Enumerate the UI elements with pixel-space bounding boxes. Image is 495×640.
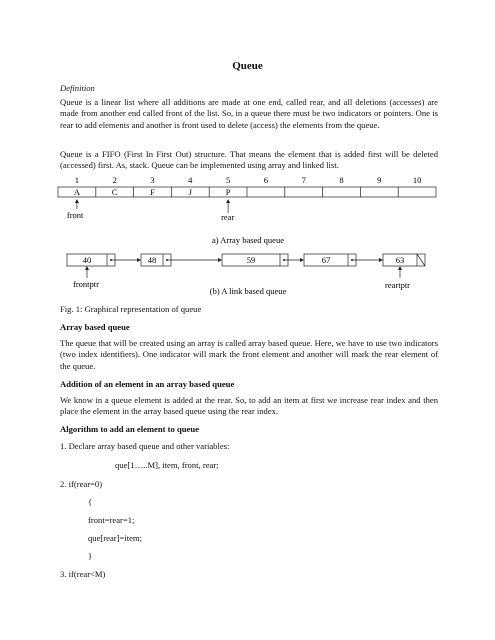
array-index-label: 2 — [112, 175, 117, 185]
array-cell-value: P — [225, 187, 231, 197]
list-node-value: 40 — [82, 255, 92, 265]
linked-queue-diagram — [67, 254, 425, 296]
rear-arrowhead — [226, 199, 230, 203]
array-index-label: 1 — [74, 175, 80, 185]
algo-step-3: 3. if(rear<M) — [60, 569, 106, 579]
definition-paragraph: Queue is a linear list where all additions are made at one end, called rear, and all deletions (accesses) are made from another end called front of the list. So, in a queue there must be two indicators or pointers. One is rear to add elements and another is front used to delete (access) the elements from the queue. — [60, 97, 438, 130]
array-cell-value: A — [73, 187, 80, 197]
figure-caption: Fig. 1: Graphical representation of queue — [60, 304, 202, 314]
next-arrowhead — [300, 258, 304, 262]
list-node-value: 67 — [321, 255, 331, 265]
frontptr-label: frontptr — [73, 279, 99, 289]
array-fig-caption: a) Array based queue — [212, 235, 284, 245]
reartptr-arrowhead — [398, 266, 402, 270]
next-arrowhead — [218, 258, 222, 262]
array-index-label: 10 — [412, 175, 422, 185]
algo-step-1: 1. Declare array based queue and other variables: — [60, 441, 230, 451]
next-arrowhead — [379, 258, 383, 262]
array-index-label: 8 — [339, 175, 344, 185]
list-node-value: 48 — [147, 255, 157, 265]
array-cell-value: J — [188, 187, 192, 197]
array-cell-value: C — [111, 187, 118, 197]
definition-heading: Definition — [60, 83, 95, 93]
null-pointer-slash — [417, 254, 425, 266]
algo-line-front-rear: front=rear=1; — [88, 515, 135, 525]
algo-close-brace: } — [88, 551, 93, 561]
algorithm-heading: Algorithm to add an element to queue — [60, 424, 199, 434]
linked-fig-caption: (b) A link based queue — [209, 286, 287, 296]
front-label: front — [66, 210, 84, 220]
front-arrowhead — [75, 199, 79, 203]
rear-label: rear — [221, 212, 235, 222]
list-node-value: 63 — [395, 255, 405, 265]
algo-step-2: 2. if(rear=0) — [60, 479, 103, 489]
addition-paragraph: We know in a queue element is added at the rear. So, to add an item at first we increase rear index and then place the element in the array based queue using the rear index. — [60, 395, 438, 417]
page-title: Queue — [232, 60, 263, 72]
array-index-label: 5 — [225, 175, 231, 185]
addition-heading: Addition of an element in an array based queue — [60, 379, 235, 389]
frontptr-arrowhead — [85, 266, 89, 270]
reartptr-label: reartptr — [385, 280, 411, 290]
array-queue-heading: Array based queue — [60, 322, 130, 332]
list-node-value: 59 — [246, 255, 256, 265]
next-arrowhead — [137, 258, 141, 262]
array-index-label: 9 — [377, 175, 382, 185]
array-index-label: 3 — [150, 175, 155, 185]
algo-line-que-rear: que[rear]=item; — [88, 533, 142, 543]
array-index-label: 6 — [263, 175, 269, 185]
fifo-paragraph: Queue is a FIFO (First In First Out) structure. That means the element that is added first will be deleted (accessed) first. As, stack. Queue can be implemented using array and linked list. — [60, 149, 438, 171]
array-queue-diagram — [58, 175, 436, 245]
array-cell-value: F — [150, 187, 155, 197]
algo-open-brace: { — [88, 497, 93, 507]
array-index-label: 4 — [188, 175, 193, 185]
array-queue-paragraph: The queue that will be created using an array is called array based queue. Here, we have to use two indicators (two index identifiers). One indicator will mark the front element and another will mark the rear element of the queue. — [60, 338, 438, 371]
array-index-label: 7 — [301, 175, 306, 185]
algo-declaration: que[1…..M], item, front, rear; — [115, 460, 219, 470]
